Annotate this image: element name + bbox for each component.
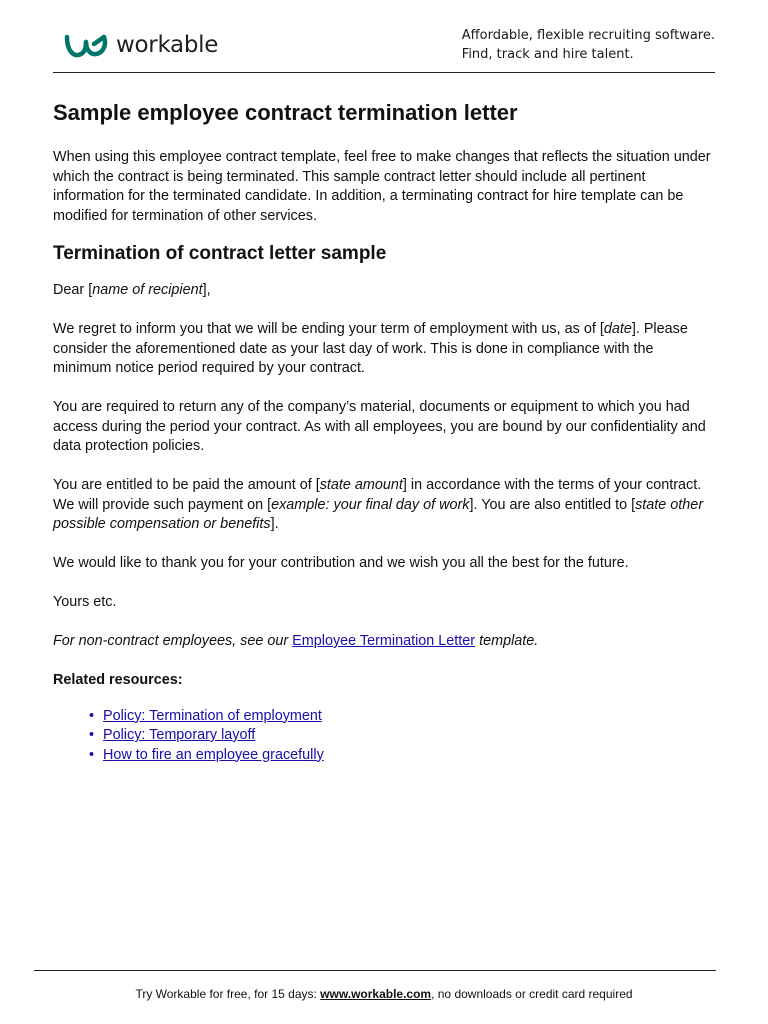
tagline-line-1: Affordable, flexible recruiting software. [461, 28, 715, 43]
footer-divider [34, 970, 716, 971]
salutation-end: ], [202, 282, 211, 298]
letter-paragraph-1 [53, 320, 715, 379]
note-text: For non-contract employees, see our [53, 633, 293, 649]
footer-text-end: , no downloads or credit card required [431, 987, 633, 1001]
p3-text-b: ] in accordance with the terms of your contract. We will provide such payment on [ [53, 477, 702, 513]
p3-text-a: You are entitled to be paid the amount of [ [53, 477, 320, 493]
list-item [103, 726, 715, 746]
p1-text: We regret to inform you that we will be ending your term of employment with us, as of [ [53, 321, 604, 337]
document-body [53, 96, 715, 765]
workable-logo-icon [64, 31, 110, 61]
page-header [53, 24, 715, 72]
page-footer [0, 987, 768, 1001]
related-resources-list [53, 707, 715, 766]
footer-text: Try Workable for free, for 15 days: [135, 987, 321, 1001]
letter-paragraph-2: You are required to return any of the company’s material, documents or equipment to which you had access during the period your contract. As with all employees, you are bound by our confidentiality and data protection policies. [53, 399, 706, 454]
letter-closing: Yours etc. [53, 594, 117, 610]
note-text-end: template. [475, 633, 539, 649]
workable-logo[interactable] [64, 30, 218, 62]
list-item [103, 746, 715, 766]
tagline-line-2: Find, track and hire talent. [461, 46, 634, 62]
date-placeholder: date [603, 321, 632, 337]
letter-sample-heading: Termination of contract letter sample [53, 243, 387, 264]
p3-text-d: ]. [270, 516, 279, 532]
compensation-placeholder: state other possible compensation or benefits [53, 496, 704, 532]
logo-text: workable [116, 32, 219, 58]
list-item [103, 707, 715, 727]
employee-termination-letter-link[interactable]: Employee Termination Letter [292, 633, 476, 649]
letter-paragraph-4: We would like to thank you for your contribution and we wish you all the best for the future. [53, 555, 629, 571]
amount-placeholder: state amount [319, 477, 403, 493]
termination-policy-link[interactable]: Policy: Termination of employment [103, 707, 322, 724]
header-divider [53, 72, 715, 73]
payment-date-placeholder: example: your final day of work [271, 496, 470, 513]
related-heading-text: Related resources: [53, 672, 183, 688]
salutation-text: Dear [ [53, 282, 93, 298]
tagline [462, 27, 715, 64]
page-title: Sample employee contract termination letter [53, 100, 518, 125]
salutation [53, 281, 715, 301]
recipient-placeholder: name of recipient [92, 282, 203, 298]
non-contract-note [53, 632, 715, 652]
related-resources-heading [53, 671, 715, 691]
intro-paragraph: When using this employee contract template, feel free to make changes that reflects the situation under which the contract is being terminated. This sample contract letter should include all pertinent information for the terminated candidate. In addition, a terminating contract for hire template can be modified for termination of other services. [53, 149, 711, 224]
p1-text-end: ]. Please consider the aforementioned date as your last day of work. This is done in compliance with the minimum notice period required by your contract. [53, 321, 688, 376]
p3-text-c: ]. You are also entitled to [ [469, 496, 636, 513]
letter-paragraph-3 [53, 476, 715, 535]
fire-employee-link[interactable]: How to fire an employee gracefully [103, 746, 324, 763]
temporary-layoff-link[interactable]: Policy: Temporary layoff [103, 727, 256, 743]
workable-site-link[interactable]: www.workable.com [320, 987, 432, 1001]
